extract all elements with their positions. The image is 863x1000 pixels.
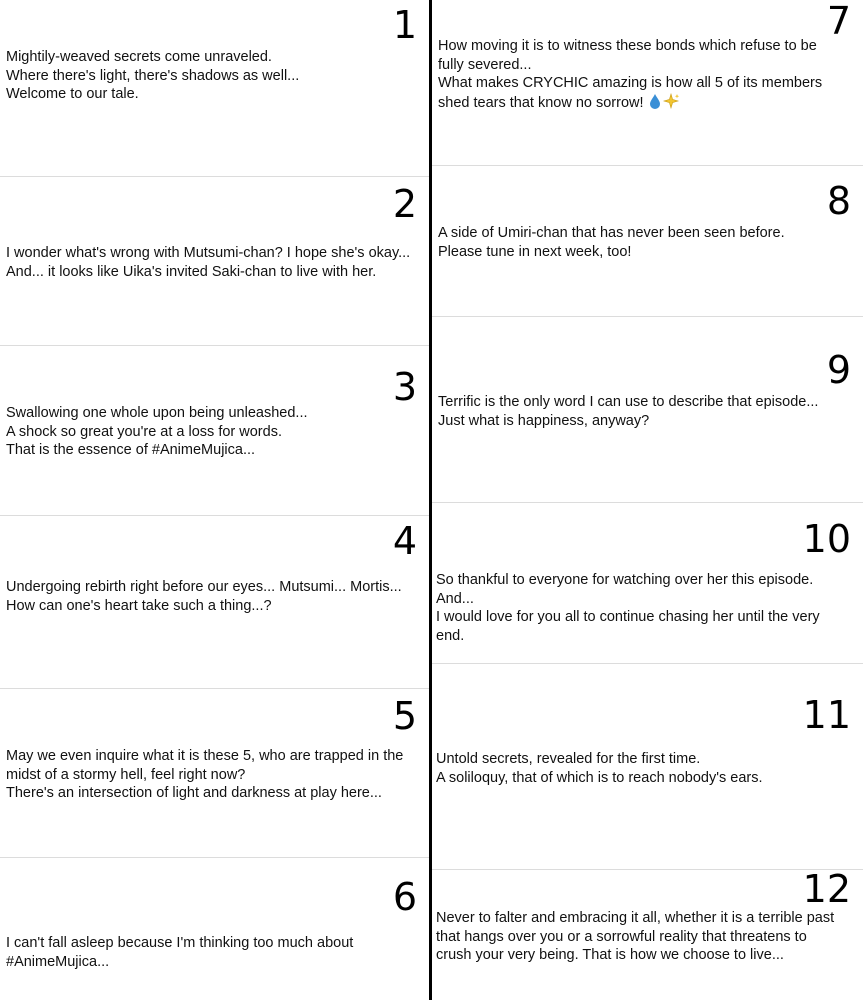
entry-number: 2	[392, 182, 417, 226]
sparkles-icon	[662, 93, 680, 109]
entry-cell-12	[432, 867, 863, 1000]
entry-text: Untold secrets, revealed for the first time. A soliloquy, that of which is to reach nobody's ears.	[436, 751, 763, 786]
entry-cell-8	[432, 166, 863, 317]
entry-cell-5	[0, 689, 429, 858]
entry-text-7	[438, 37, 845, 112]
entry-text: Mightily-weaved secrets come unraveled. Where there's light, there's shadows as well... Welcome to our tale.	[6, 49, 300, 102]
entry-text: Terrific is the only word I can use to describe that episode... Just what is happiness, anyway?	[438, 394, 819, 429]
droplet-icon	[648, 93, 662, 109]
entry-cell-11	[432, 664, 863, 870]
entry-number: 6	[392, 875, 417, 919]
entry-cell-1	[0, 0, 429, 177]
entry-text: Never to falter and embracing it all, whether it is a terrible past that hangs over you or a sorrowful reality that threatens to crush your very being. That is how we choose to live...	[436, 910, 839, 963]
entry-number: 8	[826, 179, 851, 223]
entry-text: A side of Umiri-chan that has never been seen before. Please tune in next week, too!	[438, 225, 785, 260]
entry-text: Swallowing one whole upon being unleashed... A shock so great you're at a loss for words. That is the essence of #AnimeMujica...	[6, 405, 308, 458]
entry-number: 12	[802, 867, 851, 911]
entry-text: May we even inquire what it is these 5, who are trapped in the midst of a stormy hell, feel right now? There's an intersection of light and darkness at play here...	[6, 748, 404, 801]
left-column	[0, 0, 429, 1000]
entry-number: 9	[826, 348, 851, 392]
entry-cell-3	[0, 346, 429, 516]
entry-number: 5	[392, 694, 417, 738]
right-column	[432, 0, 863, 1000]
entry-text: I wonder what's wrong with Mutsumi-chan? I hope she's okay... And... it looks like Uika's invited Saki-chan to live with her.	[6, 245, 411, 280]
entry-number: 10	[802, 517, 851, 561]
entry-text: So thankful to everyone for watching over her this episode. And... I would love for you all to continue chasing her until the very end.	[436, 572, 820, 644]
entry-text: Undergoing rebirth right before our eyes... Mutsumi... Mortis... How can one's heart take such a thing...?	[6, 579, 402, 614]
entry-number: 7	[826, 0, 851, 43]
entry-cell-10	[432, 503, 863, 664]
entry-cell-9	[432, 317, 863, 503]
entry-text: I can't fall asleep because I'm thinking too much about #AnimeMujica...	[6, 935, 358, 970]
entry-number: 4	[392, 519, 417, 563]
entry-cell-6	[0, 858, 429, 1000]
entry-cell-7	[432, 0, 863, 166]
entry-cell-2	[0, 177, 429, 346]
entry-number: 1	[392, 3, 417, 47]
entry-text: How moving it is to witness these bonds which refuse to be fully severed... What makes CRYCHIC amazing is how all 5 of its members shed tears that know no sorrow!	[438, 38, 823, 111]
entry-cell-4	[0, 516, 429, 689]
entry-number: 3	[392, 365, 417, 409]
entry-number: 11	[802, 693, 851, 737]
